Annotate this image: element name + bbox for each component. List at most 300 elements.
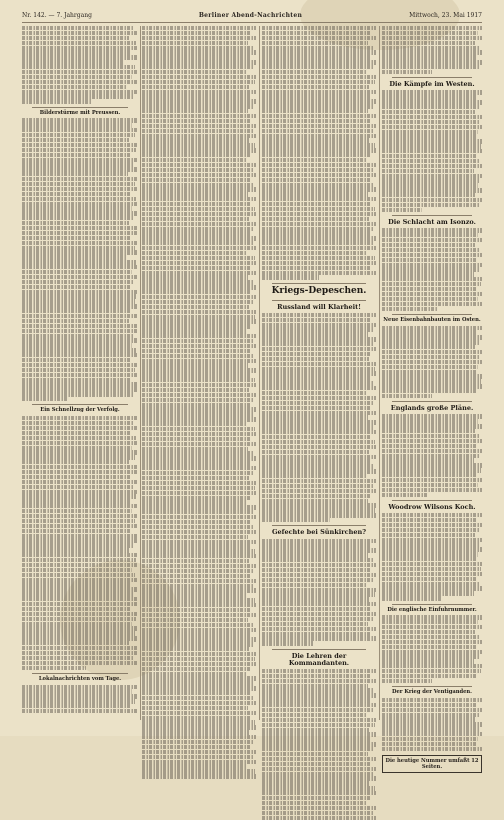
text-line [262,440,375,444]
text-line [382,130,478,134]
text-line [262,143,375,147]
text-line [22,392,133,396]
text-line [262,411,376,415]
text-line [262,153,371,157]
text-line [262,445,376,449]
text-line [382,513,482,517]
text-line [382,70,432,74]
text-line [262,367,375,371]
text-line [142,711,256,715]
text-line [22,709,138,713]
text-line [22,450,138,454]
text-line [382,272,474,276]
text-line [382,287,476,291]
text-line [262,781,369,785]
text-line [22,118,138,122]
text-line [22,685,138,689]
headline-russland: Russland will Klarheit! [277,302,361,311]
text-line [382,493,427,497]
text-line [142,373,251,377]
text-line [382,518,477,522]
text-line [262,60,376,64]
text-line [22,582,130,586]
text-line [22,250,138,254]
text-line [22,162,133,166]
text-line [262,698,370,702]
text-line [262,381,373,385]
text-line [142,280,254,284]
text-line [382,620,478,624]
text-line [142,745,250,749]
text-line [22,378,131,382]
text-line [262,420,376,424]
text-line [142,344,256,348]
text-line [22,641,129,645]
text-line [262,192,368,196]
text-line [382,55,477,59]
text-line [262,323,376,327]
text-line [142,173,256,177]
column-4 [382,26,482,771]
text-line [382,538,482,542]
text-line [142,461,250,465]
text-line [382,90,482,94]
text-line [142,618,248,622]
text-line [22,314,138,318]
text-line [22,421,133,425]
text-line [142,222,256,226]
text-line [22,548,129,552]
text-line [22,504,138,508]
text-line [262,246,376,250]
text-line [262,275,319,279]
text-line [262,217,369,221]
text-line [382,533,475,537]
text-line [142,398,254,402]
text-line [22,490,138,494]
text-line [262,104,374,108]
text-line [262,376,370,380]
text-line [22,221,129,225]
text-line [382,31,478,35]
text-line [142,60,256,64]
text-line [142,613,256,617]
section-divider [392,604,472,605]
text-line [262,602,376,606]
headline-eisenbahnbauten: Neue Eisenbahnbauten im Osten. [383,316,481,323]
text-line [22,26,133,30]
text-line [262,313,376,317]
text-line [22,226,138,230]
text-line [382,468,481,472]
text-line [22,699,135,703]
text-line [142,393,256,397]
text-line [22,480,138,484]
text-line [262,386,376,390]
text-line [142,598,255,602]
text-line [22,446,132,450]
text-line [262,728,369,732]
text-line [142,378,255,382]
text-line [142,774,256,778]
text-line [22,573,135,577]
text-line [262,674,371,678]
text-line [262,347,376,351]
text-line [22,216,133,220]
text-line [382,243,475,247]
text-line [382,365,478,369]
text-line [382,449,482,453]
text-line [382,178,480,182]
text-line [382,370,476,374]
header-issue: Nr. 142. — 7. Jahrgang [22,11,92,19]
text-line [382,233,478,237]
text-line [22,133,135,137]
text-line [382,454,479,458]
text-line [22,329,138,333]
text-line [22,661,138,665]
text-line [142,540,256,544]
text-line [142,70,247,74]
text-line [382,307,437,311]
text-line [382,586,482,590]
text-line [382,458,474,462]
text-line [382,547,482,551]
text-line [22,499,130,503]
text-line [142,525,253,529]
headline-bilderstuerme: Bilderstürme mit Preussen. [39,109,121,116]
text-line [142,632,250,636]
text-line [22,494,136,498]
text-line [22,148,136,152]
text-line [22,236,131,240]
text-line [262,469,376,473]
text-line [382,630,475,634]
text-line [262,207,375,211]
text-line [22,75,132,79]
text-line [262,543,371,547]
column-1 [22,26,138,722]
text-line [262,391,367,395]
text-line [142,192,248,196]
text-line [262,173,376,177]
text-line [22,689,132,693]
text-line [142,716,251,720]
newspaper-header [22,8,482,23]
text-line [142,623,254,627]
text-line [142,246,256,250]
text-line [262,352,371,356]
text-line [262,197,376,201]
text-line [382,345,475,349]
text-line [142,251,247,255]
column-rule [259,26,260,720]
text-line [142,466,256,470]
text-line [22,50,131,54]
text-line [22,651,138,655]
text-line [142,603,256,607]
text-line [22,309,131,313]
text-line [142,354,253,358]
text-line [382,394,432,398]
text-line [382,654,479,658]
text-line [382,645,477,649]
text-line [262,592,375,596]
text-line [142,26,256,30]
text-line [142,65,253,69]
text-line [22,636,138,640]
text-line [262,455,376,459]
text-line [22,656,133,660]
text-line [22,558,136,562]
text-line [22,358,130,362]
text-line [382,134,476,138]
text-line [262,622,368,626]
column-rule [379,26,380,720]
text-line [382,193,475,197]
text-line [382,562,482,566]
text-line [382,742,476,746]
text-line [262,627,376,631]
text-line [142,608,251,612]
text-line [262,415,368,419]
text-line [142,574,250,578]
text-line [22,211,138,215]
text-line [142,50,256,54]
text-line [22,426,138,430]
text-line [262,371,376,375]
text-line [22,368,135,372]
text-line [382,105,479,109]
text-line [142,407,256,411]
text-line [142,691,250,695]
text-line [262,75,376,79]
text-line [382,228,482,232]
text-line [22,646,137,650]
text-line [262,227,374,231]
text-line [22,41,136,45]
text-line [262,597,369,601]
column-rule [140,26,141,720]
text-line [382,95,477,99]
text-line [142,241,253,245]
text-line [382,330,477,334]
text-line [142,764,247,768]
text-line [142,451,254,455]
text-line [142,554,256,558]
text-line [382,747,482,751]
text-line [142,114,256,118]
text-line [22,153,131,157]
text-line [262,46,374,50]
text-line [262,578,373,582]
text-line [142,138,249,142]
text-line [262,723,375,727]
text-line [262,222,376,226]
text-line [262,474,367,478]
text-line [262,503,376,507]
text-line [142,530,256,534]
text-line [22,182,135,186]
text-line [142,290,250,294]
text-line [142,285,256,289]
text-line [262,684,368,688]
text-line [22,80,137,84]
text-line [142,569,254,573]
text-line [22,553,138,557]
text-line [382,248,480,252]
text-line [262,55,370,59]
text-line [262,563,376,567]
text-line [262,742,376,746]
text-line [262,94,371,98]
text-line [22,343,132,347]
text-line [142,134,256,138]
text-line [142,432,256,436]
text-line [142,427,255,431]
section-divider [272,300,366,301]
text-line [142,515,256,519]
text-line [22,543,133,547]
text-line [142,637,256,641]
text-line [262,632,370,636]
text-line [262,99,376,103]
text-line [382,567,481,571]
text-line [142,187,256,191]
text-line [262,435,370,439]
text-line [262,231,370,235]
text-line [22,465,138,469]
text-line [142,217,249,221]
text-line [142,471,253,475]
text-line [22,334,133,338]
text-line [142,359,256,363]
text-line [142,295,256,299]
text-line [142,202,251,206]
headline-kommandanten: Die Lehren der Kommandanten. [288,651,350,667]
text-line [142,486,255,490]
section-divider [32,107,128,108]
text-line [142,271,256,275]
text-line [22,143,138,147]
text-line [382,164,482,168]
text-line [262,776,376,780]
text-line [142,109,248,113]
text-line [382,253,482,257]
text-line [262,479,376,483]
text-line [382,292,482,296]
text-line [262,256,375,260]
text-line [142,422,247,426]
text-line [22,231,137,235]
text-line [142,46,254,50]
text-line [22,607,131,611]
text-line [262,396,376,400]
text-line [142,564,256,568]
headline-suenkirchen: Gefechte bei Sünkirchen? [271,528,366,537]
text-line [262,114,376,118]
text-line [262,124,376,128]
text-line [382,463,482,467]
section-divider [392,686,472,687]
text-line [262,747,374,751]
text-line [22,441,138,445]
text-line [382,577,477,581]
text-line [382,60,482,64]
text-line [22,338,138,342]
text-line [22,382,137,386]
text-line [22,241,138,245]
headline-lokalnachrichten: Lokalnachrichten vom Tage. [38,675,122,682]
text-line [262,202,371,206]
text-line [382,159,479,163]
column-3 [262,26,376,722]
text-line [382,483,478,487]
text-line [262,212,376,216]
text-line [142,227,254,231]
text-line [382,188,482,192]
text-line [22,475,131,479]
text-line [382,198,482,202]
section-divider [272,283,366,284]
text-line [262,767,376,771]
text-line [142,672,247,676]
text-line [22,60,124,64]
text-line [22,275,138,279]
text-line [142,94,251,98]
text-line [142,549,255,553]
text-line [262,558,374,562]
headline-kaempfe-westen: Die Kämpfe im Westen. [389,80,475,89]
text-line [382,625,482,629]
text-line [142,163,256,167]
text-line [22,666,86,670]
text-line [22,270,132,274]
text-line [142,412,253,416]
text-line [262,406,371,410]
text-line [22,90,138,94]
text-line [382,713,479,717]
text-line [382,169,474,173]
text-line [382,528,479,532]
text-line [22,529,131,533]
text-line [262,332,368,336]
text-line [262,158,367,162]
text-line [22,436,136,440]
page-count-notice: Die heutige Nummer umfaßt 12 Seiten. [382,755,482,773]
text-line [22,592,133,596]
text-line [22,694,138,698]
text-line [142,178,250,182]
text-line [142,388,249,392]
text-line [262,732,376,736]
text-line [22,206,132,210]
text-line [262,70,367,74]
text-line [142,168,254,172]
text-line [22,617,136,621]
text-line [262,168,374,172]
text-line [262,362,376,366]
text-line [22,622,132,626]
text-line [262,583,367,587]
text-line [262,772,373,776]
headline-englands-plaene: Englands große Pläne. [390,404,474,413]
text-line [382,615,482,619]
text-line [262,430,376,434]
text-line [142,720,255,724]
text-line [262,513,376,517]
text-line [142,41,248,45]
